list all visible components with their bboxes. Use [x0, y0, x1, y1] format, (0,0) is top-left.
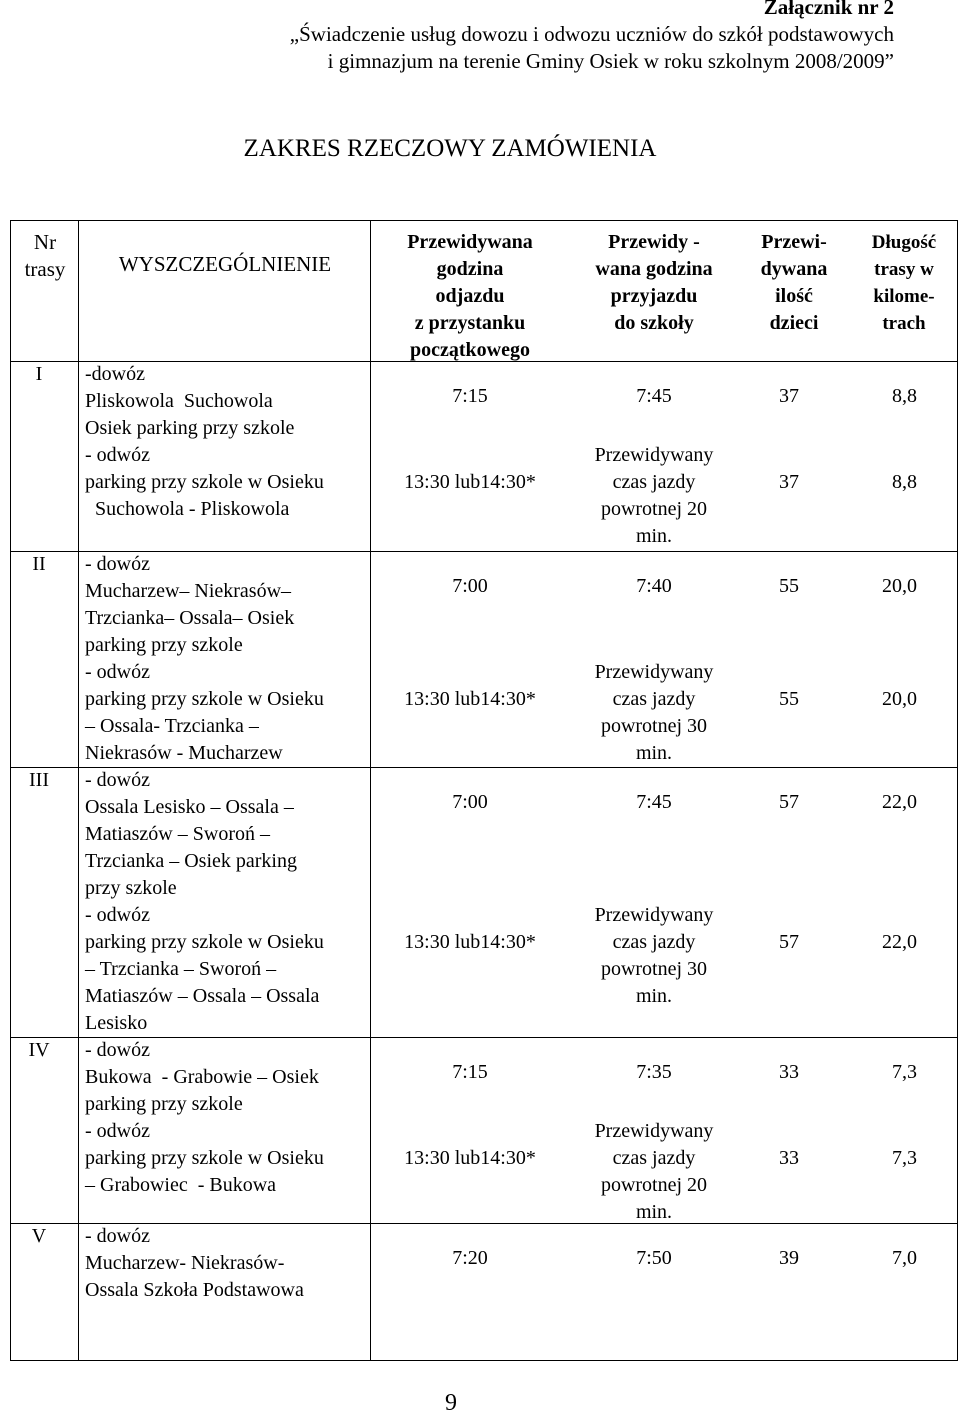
- text-line: Przewidywany: [594, 661, 714, 683]
- text-line: - dowóz: [85, 1039, 150, 1061]
- header-arrival-time: [569, 229, 739, 337]
- return-children-count: 33: [779, 1147, 799, 1169]
- return-description: [85, 902, 324, 1037]
- header-route-length: [849, 229, 959, 337]
- return-children-count: 57: [779, 931, 799, 953]
- text-line: trasy: [24, 257, 66, 281]
- text-line: Długość: [871, 232, 937, 253]
- text-line: Przewidywany: [594, 904, 714, 926]
- text-line: Przewidywany: [594, 444, 714, 466]
- return-route-length: 7,3: [892, 1147, 917, 1169]
- return-description: [85, 442, 324, 523]
- text-line: Przewidy -: [608, 231, 700, 253]
- return-departure-time: 13:30 lub14:30*: [404, 931, 536, 953]
- text-line: czas jazdy: [612, 1147, 696, 1169]
- outbound-arrival-time: 7:40: [636, 575, 672, 597]
- return-travel-time: [569, 902, 739, 1010]
- text-line: Przewi-: [761, 231, 827, 253]
- text-line: - odwóz: [85, 904, 150, 926]
- text-line: trach: [882, 313, 926, 334]
- text-line: Przewidywana: [407, 231, 533, 253]
- outbound-arrival-time: 7:50: [636, 1247, 672, 1269]
- annex-label: Załącznik nr 2: [763, 0, 894, 19]
- text-line: WYSZCZEGÓLNIENIE: [118, 252, 332, 276]
- text-line: Suchowola - Pliskowola: [85, 498, 290, 520]
- return-description: [85, 659, 324, 767]
- outbound-description: [85, 1037, 319, 1118]
- scope-title: ZAKRES RZECZOWY ZAMÓWIENIA: [243, 135, 657, 162]
- text-line: - dowóz: [85, 553, 150, 575]
- route-number: III: [29, 769, 49, 791]
- header-departure-time: [371, 229, 569, 364]
- outbound-departure-time: 7:15: [452, 1061, 488, 1083]
- page-number: 9: [445, 1390, 457, 1416]
- route-number: I: [35, 363, 43, 385]
- document-title-line-1: „Świadczenie usług dowozu i odwozu uczniów do szkół podstawowych: [289, 22, 894, 46]
- outbound-arrival-time: 7:45: [636, 385, 672, 407]
- text-line: Matiaszów – Ossala – Ossala: [85, 985, 320, 1007]
- routes-table: [10, 220, 958, 1361]
- route-number: II: [32, 553, 46, 575]
- return-description: [85, 1118, 324, 1199]
- text-line: min.: [635, 525, 673, 547]
- text-line: parking przy szkole w Osieku: [85, 931, 324, 953]
- text-line: parking przy szkole w Osieku: [85, 471, 324, 493]
- outbound-route-length: 20,0: [882, 575, 917, 597]
- return-children-count: 37: [779, 471, 799, 493]
- text-line: Lesisko: [85, 1012, 148, 1034]
- outbound-children-count: 55: [779, 575, 799, 597]
- text-line: Nr: [33, 230, 57, 254]
- return-departure-time: 13:30 lub14:30*: [404, 688, 536, 710]
- header-route-number: [11, 229, 79, 283]
- outbound-route-length: 7,0: [892, 1247, 917, 1269]
- text-line: -dowóz: [85, 363, 145, 385]
- text-line: powrotnej 20: [600, 498, 708, 520]
- text-line: ilość: [775, 285, 813, 307]
- header-children-count: [739, 229, 849, 337]
- text-line: do szkoły: [614, 312, 694, 334]
- text-line: Matiaszów – Sworoń –: [85, 823, 270, 845]
- outbound-description: [85, 1223, 304, 1304]
- text-line: – Trzcianka – Sworoń –: [85, 958, 277, 980]
- return-route-length: 22,0: [882, 931, 917, 953]
- outbound-departure-time: 7:20: [452, 1247, 488, 1269]
- outbound-departure-time: 7:00: [452, 791, 488, 813]
- outbound-description: [85, 551, 294, 659]
- text-line: czas jazdy: [612, 688, 696, 710]
- text-line: parking przy szkole w Osieku: [85, 688, 324, 710]
- return-route-length: 8,8: [892, 471, 917, 493]
- text-line: min.: [635, 1201, 673, 1223]
- return-departure-time: 13:30 lub14:30*: [404, 471, 536, 493]
- text-line: czas jazdy: [612, 931, 696, 953]
- text-line: Ossala Szkoła Podstawowa: [85, 1279, 304, 1301]
- text-line: - dowóz: [85, 1225, 150, 1247]
- text-line: - odwóz: [85, 1120, 150, 1142]
- outbound-description: [85, 767, 297, 902]
- outbound-children-count: 33: [779, 1061, 799, 1083]
- outbound-arrival-time: 7:35: [636, 1061, 672, 1083]
- return-travel-time: [569, 659, 739, 767]
- text-line: dywana: [760, 258, 828, 280]
- column-divider: [78, 221, 79, 1360]
- outbound-route-length: 8,8: [892, 385, 917, 407]
- text-line: - odwóz: [85, 661, 150, 683]
- text-line: przy szkole: [85, 877, 177, 899]
- text-line: Niekrasów - Mucharzew: [85, 742, 283, 764]
- text-line: min.: [635, 985, 673, 1007]
- outbound-route-length: 22,0: [882, 791, 917, 813]
- route-number: IV: [28, 1039, 50, 1061]
- text-line: parking przy szkole: [85, 1093, 243, 1115]
- text-line: Pliskowola Suchowola: [85, 390, 273, 412]
- text-line: - odwóz: [85, 444, 150, 466]
- return-route-length: 20,0: [882, 688, 917, 710]
- text-line: powrotnej 20: [600, 1174, 708, 1196]
- outbound-departure-time: 7:00: [452, 575, 488, 597]
- text-line: przyjazdu: [610, 285, 698, 307]
- route-number: V: [31, 1225, 47, 1247]
- text-line: kilome-: [873, 286, 935, 307]
- text-line: Mucharzew- Niekrasów-: [85, 1252, 285, 1274]
- text-line: Trzcianka– Ossala– Osiek: [85, 607, 295, 629]
- text-line: z przystanku: [414, 312, 526, 334]
- text-line: początkowego: [410, 339, 530, 361]
- outbound-children-count: 39: [779, 1247, 799, 1269]
- text-line: – Ossala- Trzcianka –: [85, 715, 259, 737]
- text-line: parking przy szkole w Osieku: [85, 1147, 324, 1169]
- outbound-children-count: 37: [779, 385, 799, 407]
- text-line: Osiek parking przy szkole: [85, 417, 295, 439]
- outbound-arrival-time: 7:45: [636, 791, 672, 813]
- text-line: trasy w: [874, 259, 934, 280]
- text-line: min.: [635, 742, 673, 764]
- outbound-children-count: 57: [779, 791, 799, 813]
- return-children-count: 55: [779, 688, 799, 710]
- text-line: czas jazdy: [612, 471, 696, 493]
- text-line: godzina: [436, 258, 504, 280]
- text-line: Trzcianka – Osiek parking: [85, 850, 297, 872]
- text-line: – Grabowiec - Bukowa: [85, 1174, 277, 1196]
- text-line: Bukowa - Grabowie – Osiek: [85, 1066, 319, 1088]
- outbound-departure-time: 7:15: [452, 385, 488, 407]
- text-line: Ossala Lesisko – Ossala –: [85, 796, 294, 818]
- return-travel-time: [569, 1118, 739, 1226]
- return-travel-time: [569, 442, 739, 550]
- text-line: parking przy szkole: [85, 634, 243, 656]
- text-line: - dowóz: [85, 769, 150, 791]
- return-departure-time: 13:30 lub14:30*: [404, 1147, 536, 1169]
- outbound-route-length: 7,3: [892, 1061, 917, 1083]
- text-line: Mucharzew– Niekrasów–: [85, 580, 292, 602]
- document-title-line-2: i gimnazjum na terenie Gminy Osiek w roku szkolnym 2008/2009”: [327, 49, 894, 73]
- text-line: dzieci: [769, 312, 819, 334]
- text-line: powrotnej 30: [600, 958, 708, 980]
- text-line: Przewidywany: [594, 1120, 714, 1142]
- text-line: wana godzina: [595, 258, 713, 280]
- outbound-description: [85, 361, 294, 442]
- text-line: odjazdu: [435, 285, 505, 307]
- text-line: powrotnej 30: [600, 715, 708, 737]
- header-description: [79, 251, 371, 278]
